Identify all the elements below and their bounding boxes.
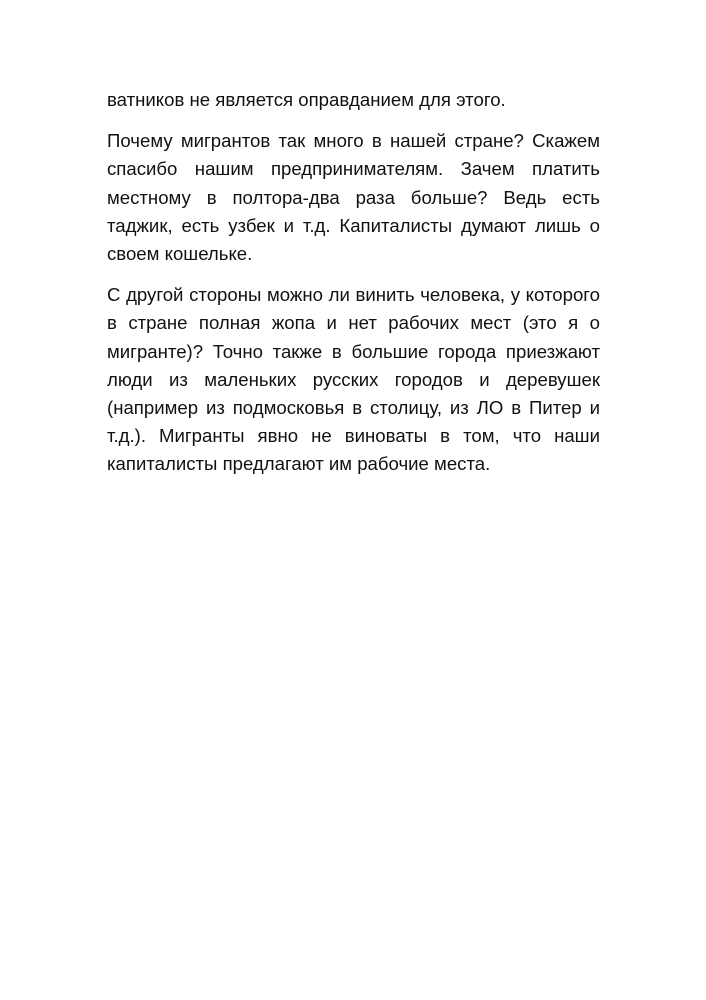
paragraph-migrants-entrepreneurs: Почему мигрантов так много в нашей стране? Скажем спасибо нашим предпринимателям. Зачем платить местному в полтора-два раза больше? Ведь есть таджик, есть узбек и т.д. Капиталисты думают лишь о своем кошельке. [107,130,600,265]
paragraph-other-side: С другой стороны можно ли винить человека, у которого в стране полная жопа и нет рабочих мест (это я о мигранте)? Точно также в большие города приезжают люди из маленьких русских городов и деревушек (например из подмосковья в столицу, из ЛО в Питер и т.д.). Мигранты явно не виноваты в том, что наши капиталисты предлагают им рабочие места. [107,284,600,475]
document-body [107,86,600,492]
paragraph-continuation: ватников не является оправданием для этого. [107,89,506,110]
